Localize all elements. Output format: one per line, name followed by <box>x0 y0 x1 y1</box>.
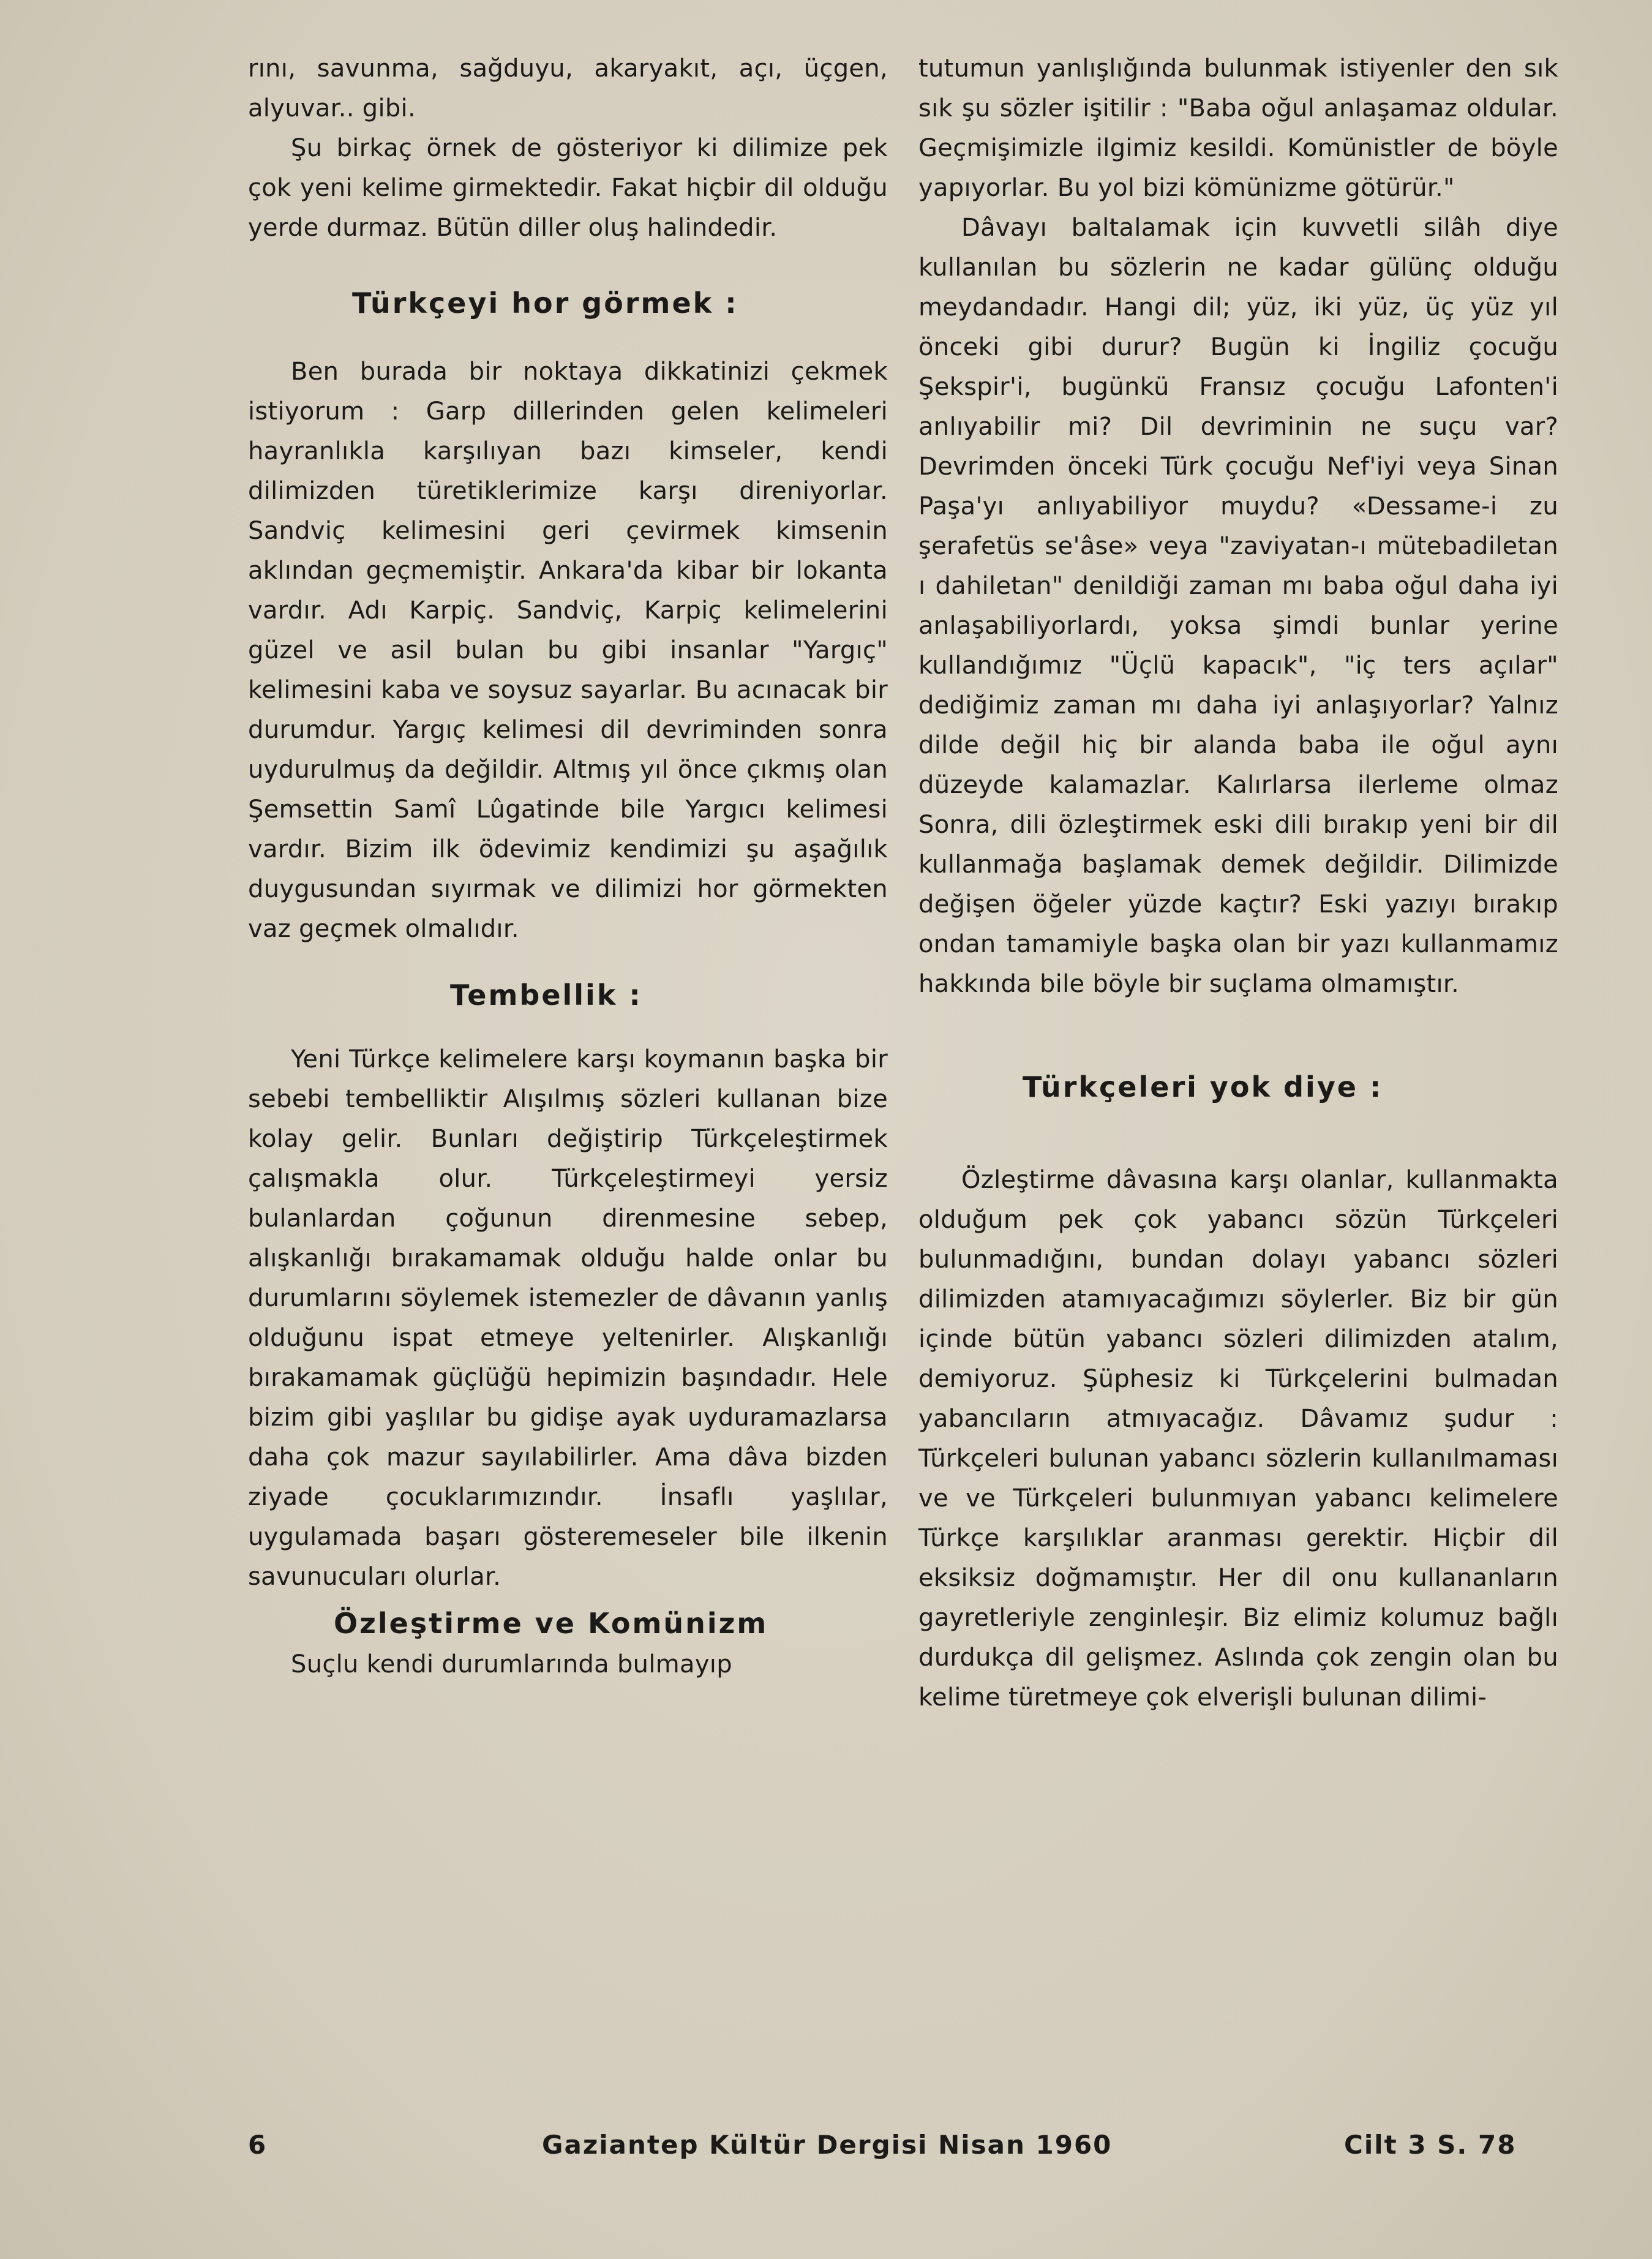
section-heading: Özleştirme ve Komünizm <box>334 1607 768 1640</box>
page-footer <box>248 2130 1525 2167</box>
journal-title: Gaziantep Kültür Dergisi Nisan 1960 <box>542 2130 1113 2160</box>
paragraph: Suçlu kendi durumlarında bulmayıp <box>291 1650 732 1678</box>
paragraph: Dâvayı baltalamak için kuvvetli silâh diye kullanılan bu sözlerin ne kadar gülünç olduğu meydandadır. Hangi dil; yüz, iki yüz, üç yüz yıl önceki gibi durur? Bugün ki İngiliz çocuğu Şekspir'i, bugünkü Fransız çocuğu Lafonten'i anlıyabilir mi? Dil devriminin ne suçu var? Devrimden önceki Türk çocuğu Nef'iyi veya Sinan Paşa'yı anlıyabiliyor muydu? «Dessame-i zu şerafetüs se'âse» veya "zaviyatan-ı mütebadiletan ı dahiletan" denildiği zaman mı baba oğul daha iyi anlaşabiliyorlardı, yoksa şimdi bunlar yerine kullandığımız "Üçlü kapacık", "iç ters açılar" dediğimiz zaman mı daha iyi anlaşıyorlar? Yalnız dilde değil hiç bir alanda baba ile oğul aynı düzeyde kalamazlar. Kalırlarsa ilerleme olmaz Sonra, dili özleştirmek eski dili bırakıp yeni bir dil kullanmağa başlamak demek değildir. Dilimizde değişen öğeler yüzde kaçtır? Eski yazıyı bırakıp ondan tamamiyle başka olan bir yazı kullanmamız hakkında bile böyle bir suçlama olmamıştır. <box>918 214 1558 998</box>
page-number: 6 <box>248 2130 268 2160</box>
paragraph: tutumun yanlışlığında bulunmak istiyenler den sık sık şu sözler işitilir : "Baba oğul anlaşamaz oldular. Geçmişimizle ilgimiz kesildi. Komünistler de böyle yapıyorlar. Bu yol bizi kömünizme götürür." <box>918 55 1558 202</box>
paragraph: Şu birkaç örnek de gösteriyor ki dilimize pek çok yeni kelime girmektedir. Fakat hiçbir dil olduğu yerde durmaz. Bütün diller oluş halindedir. <box>248 134 888 242</box>
paragraph: Yeni Türkçe kelimelere karşı koymanın başka bir sebebi tembelliktir Alışılmış sözleri kullanan bize kolay gelir. Bunları değiştirip Türkçeleştirmek çalışmakla olur. Türkçeleştirmeyi yersiz bulanlardan çoğunun direnmesine sebep, alışkanlığı bırakamamak olduğu halde onlar bu durumlarını söylemek istemezler de dâvanın yanlış olduğunu ispat etmeye yeltenirler. Alışkanlığı bırakamamak güçlüğü hepimizin başındadır. Hele bizim gibi yaşlılar bu gidişe ayak uyduramazlarsa daha çok mazur sayılabilirler. Ama dâva bizden ziyade çocuklarımızındır. İnsaflı yaşlılar, uygulamada başarı gösteremeseler bile ilkenin savunucuları olurlar. <box>248 1045 888 1591</box>
section-heading: Tembellik : <box>450 979 642 1012</box>
section-heading: Türkçeleri yok diye : <box>1023 1070 1383 1103</box>
paragraph: Özleştirme dâvasına karşı olanlar, kullanmakta olduğum pek çok yabancı sözün Türkçeleri bulunmadığını, bundan dolayı yabancı sözleri dilimizden atamıyacağımızı söylerler. Biz bir gün içinde bütün yabancı sözleri dilimizden atalım, demiyoruz. Şüphesiz ki Türkçelerini bulmadan yabancıların atmıyacağız. Dâvamız şudur : Türkçeleri bulunan yabancı sözlerin kullanılmaması ve ve Türkçeleri bulunmıyan yabancı kelimelere Türkçe karşılıklar aranması gerektir. Hiçbir dil eksiksiz doğmamıştır. Her dil onu kullananların gayretleriyle zenginleşir. Biz elimiz kolumuz bağlı durdukça dil gelişmez. Aslında çok zengin olan bu kelime türetmeye çok elverişli bulunan dilimi- <box>918 1166 1558 1712</box>
paragraph: Ben burada bir noktaya dikkatinizi çekmek istiyorum : Garp dillerinden gelen kelimeleri hayranlıkla karşılıyan bazı kimseler, kendi dilimizden türetiklerimize karşı direniyorlar. Sandviç kelimesini geri çevirmek kimsenin aklından geçmemiştir. Ankara'da kibar bir lokanta vardır. Adı Karpiç. Sandviç, Karpiç kelimelerini güzel ve asil bulan bu gibi insanlar "Yargıç" kelimesini kaba ve soysuz sayarlar. Bu acınacak bir durumdur. Yargıç kelimesi dil devriminden sonra uydurulmuş da değildir. Altmış yıl önce çıkmış olan Şemsettin Samî Lûgatinde bile Yargıcı kelimesi vardır. Bizim ilk ödevimiz kendimizi şu aşağılık duygusundan sıyırmak ve dilimizi hor görmekten vaz geçmek olmalıdır. <box>248 358 888 943</box>
paragraph: rını, savunma, sağduyu, akaryakıt, açı, üçgen, alyuvar.. gibi. <box>248 55 888 122</box>
right-column <box>918 49 1558 1718</box>
volume-issue: Cilt 3 S. 78 <box>1344 2130 1517 2160</box>
section-heading: Türkçeyi hor görmek : <box>352 287 738 320</box>
left-column <box>248 49 888 1685</box>
